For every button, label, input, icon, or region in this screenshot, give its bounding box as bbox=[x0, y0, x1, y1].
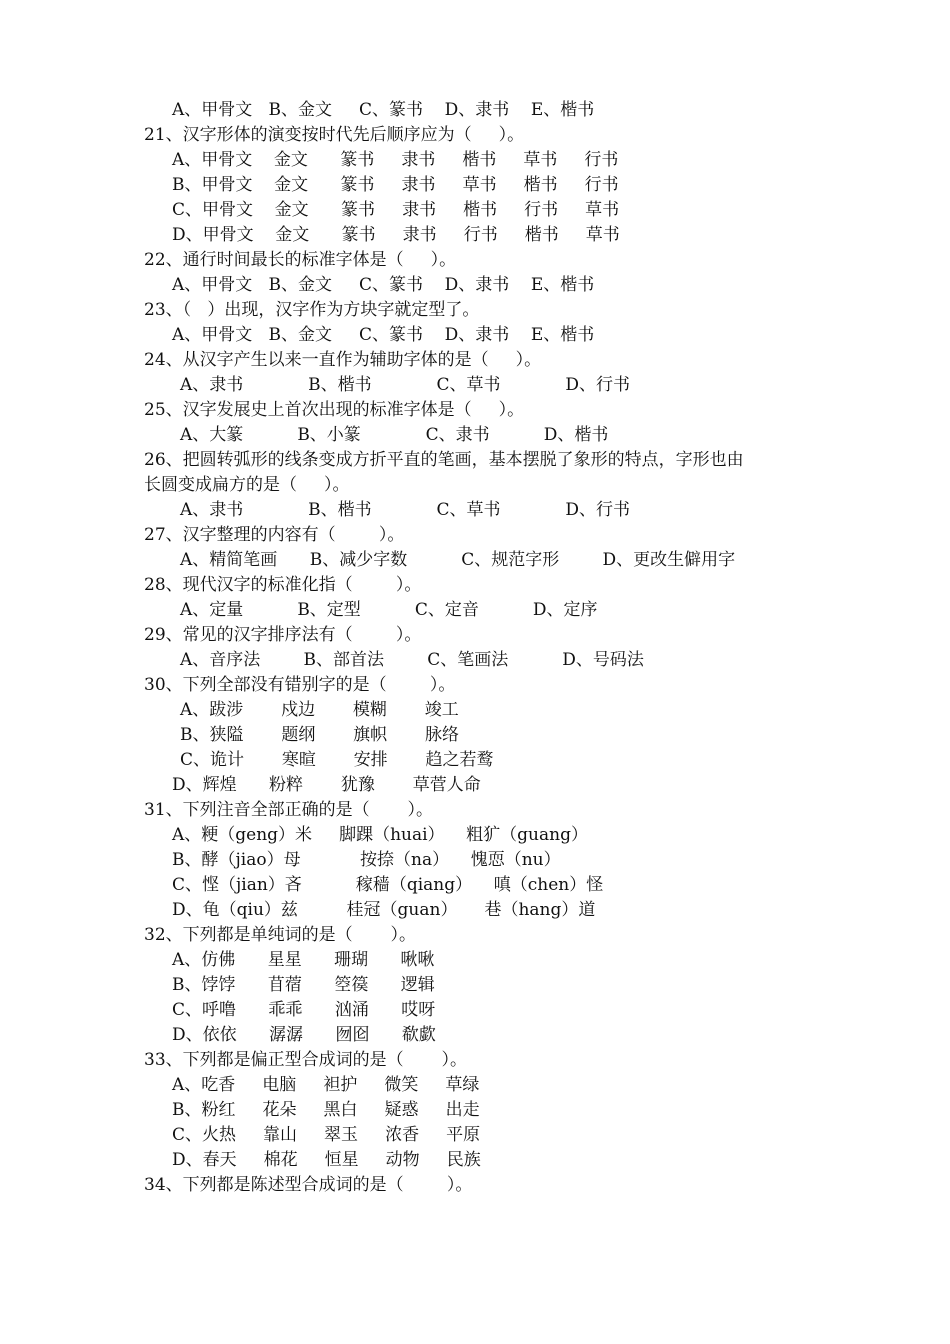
question-33: 33、下列都是偏正型合成词的是（ ）。 bbox=[144, 1050, 467, 1070]
question-30: 30、下列全部没有错别字的是（ ）。 bbox=[144, 675, 456, 695]
question-25: 25、汉字发展史上首次出现的标准字体是（ ）。 bbox=[144, 400, 525, 420]
text-line-option-21c: C、甲骨文 金文 篆书 隶书 楷书 行书 草书 bbox=[172, 200, 620, 220]
text-line-options-27: A、精简笔画 B、减少字数 C、规范字形 D、更改生僻用字 bbox=[180, 550, 736, 570]
text-line-options-28: A、定量 B、定型 C、定音 D、定序 bbox=[180, 600, 598, 620]
text-line-option-32a: A、仿佛 星星 珊瑚 啾啾 bbox=[172, 950, 435, 970]
text-line-options-20: A、甲骨文 B、金文 C、篆书 D、隶书 E、楷书 bbox=[172, 100, 595, 120]
text-line-options-24: A、隶书 B、楷书 C、草书 D、行书 bbox=[180, 375, 630, 395]
text-line-option-33d: D、春天 棉花 恒星 动物 民族 bbox=[172, 1150, 481, 1170]
text-line-option-21d: D、甲骨文 金文 篆书 隶书 行书 楷书 草书 bbox=[172, 225, 620, 245]
question-22: 22、通行时间最长的标准字体是（ ）。 bbox=[144, 250, 457, 270]
text-line-option-32d: D、依依 潺潺 囫囵 欷歔 bbox=[172, 1025, 436, 1045]
text-line-option-30c: C、诡计 寒暄 安排 趋之若鹜 bbox=[180, 750, 494, 770]
text-line-option-21a: A、甲骨文 金文 篆书 隶书 楷书 草书 行书 bbox=[172, 150, 619, 170]
text-line-option-30a: A、跋涉 戍边 模糊 竣工 bbox=[180, 700, 459, 720]
text-line-option-33c: C、火热 靠山 翠玉 浓香 平原 bbox=[172, 1125, 481, 1145]
text-line-option-31d: D、龟（qiu）兹 桂冠（guan） 巷（hang）道 bbox=[172, 900, 596, 920]
question-27: 27、汉字整理的内容有（ ）。 bbox=[144, 525, 405, 545]
text-line-option-31b: B、酵（jiao）母 按捺（na） 愧恧（nu） bbox=[172, 850, 561, 870]
text-line-options-23: A、甲骨文 B、金文 C、篆书 D、隶书 E、楷书 bbox=[172, 325, 595, 345]
text-line-option-21b: B、甲骨文 金文 篆书 隶书 草书 楷书 行书 bbox=[172, 175, 619, 195]
text-line-option-30d: D、辉煌 粉粹 犹豫 草菅人命 bbox=[172, 775, 481, 795]
question-34: 34、下列都是陈述型合成词的是（ ）。 bbox=[144, 1175, 473, 1195]
question-23: 23、（ ）出现，汉字作为方块字就定型了。 bbox=[144, 300, 480, 320]
question-26-cont: 长圆变成扁方的是（ ）。 bbox=[144, 475, 350, 495]
text-line-options-25: A、大篆 B、小篆 C、隶书 D、楷书 bbox=[180, 425, 609, 445]
question-32: 32、下列都是单纯词的是（ ）。 bbox=[144, 925, 416, 945]
text-line-options-22: A、甲骨文 B、金文 C、篆书 D、隶书 E、楷书 bbox=[172, 275, 595, 295]
text-line-options-26: A、隶书 B、楷书 C、草书 D、行书 bbox=[180, 500, 630, 520]
question-26: 26、把圆转弧形的线条变成方折平直的笔画，基本摆脱了象形的特点，字形也由 bbox=[144, 450, 744, 470]
text-line-option-33a: A、吃香 电脑 袒护 微笑 草绿 bbox=[172, 1075, 480, 1095]
question-29: 29、常见的汉字排序法有（ ）。 bbox=[144, 625, 422, 645]
question-21: 21、汉字形体的演变按时代先后顺序应为（ ）。 bbox=[144, 125, 525, 145]
text-line-option-32b: B、饽饽 苜蓿 箜篌 逻辑 bbox=[172, 975, 435, 995]
text-line-option-31c: C、悭（jian）吝 稼穑（qiang） 嗔（chen）怪 bbox=[172, 875, 604, 895]
text-line-option-30b: B、狭隘 题纲 旗帜 脉络 bbox=[180, 725, 459, 745]
text-line-option-33b: B、粉红 花朵 黑白 疑惑 出走 bbox=[172, 1100, 480, 1120]
text-line-options-29: A、音序法 B、部首法 C、笔画法 D、号码法 bbox=[180, 650, 644, 670]
question-31: 31、下列注音全部正确的是（ ）。 bbox=[144, 800, 433, 820]
question-28: 28、现代汉字的标准化指（ ）。 bbox=[144, 575, 422, 595]
text-line-option-31a: A、粳（geng）米 脚踝（huai） 粗犷（guang） bbox=[172, 825, 588, 845]
question-24: 24、从汉字产生以来一直作为辅助字体的是（ ）。 bbox=[144, 350, 542, 370]
text-line-option-32c: C、呼噜 乖乖 汹涌 哎呀 bbox=[172, 1000, 436, 1020]
